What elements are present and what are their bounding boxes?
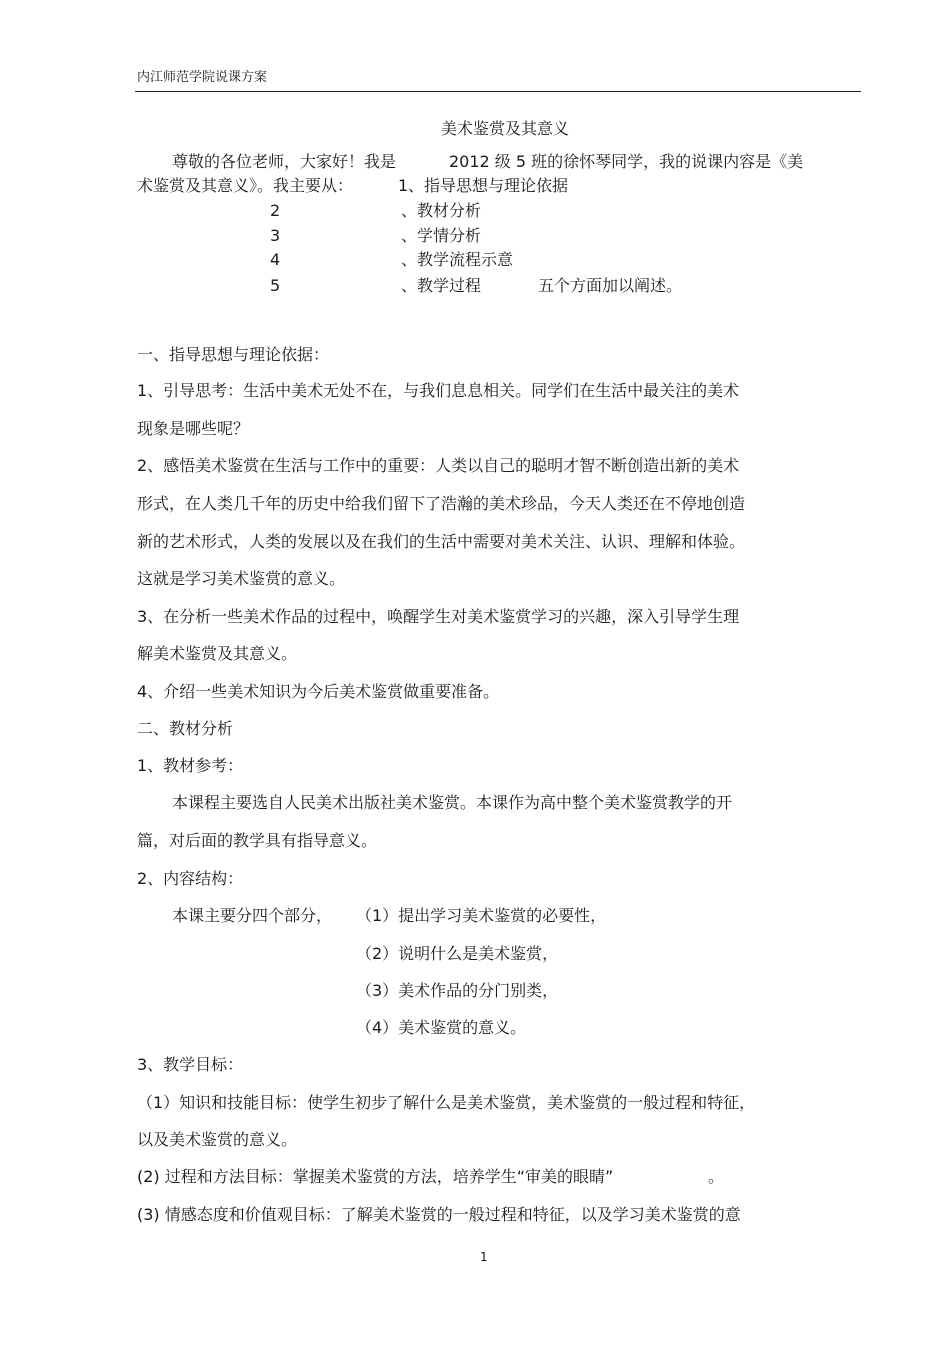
- intro-line-1a: 尊敬的各位老师，大家好！我是: [172, 152, 397, 171]
- list-item: （2）说明什么是美术鉴赏，: [356, 944, 559, 963]
- paragraph-line: （1）知识和技能目标：使学生初步了解什么是美术鉴赏，美术鉴赏的一般过程和特征，: [137, 1093, 756, 1112]
- header-title: 内江师范学院说课方案: [137, 70, 268, 85]
- paragraph-line: 以及美术鉴赏的意义。: [137, 1130, 298, 1149]
- subheading: 1、教材参考：: [137, 756, 244, 775]
- header-divider: [135, 91, 861, 92]
- intro-line-2: 术鉴赏及其意义》。我主要从：: [137, 176, 354, 195]
- paragraph-line: 新的艺术形式，人类的发展以及在我们的生活中需要对美术关注、认识、理解和体验。: [137, 532, 746, 551]
- outline-text-2: 、教材分析: [401, 201, 482, 220]
- outline-text-3: 、学情分析: [401, 226, 482, 245]
- paragraph-line: 2、感悟美术鉴赏在生活与工作中的重要：人类以自己的聪明才智不断创造出新的美术: [137, 456, 740, 475]
- subheading: 2、内容结构：: [137, 869, 244, 888]
- section-heading-1: 一、指导思想与理论依据：: [137, 345, 330, 364]
- outline-text-1: 、指导思想与理论依据: [408, 176, 569, 195]
- paragraph-line: 4、介绍一些美术知识为今后美术鉴赏做重要准备。: [137, 682, 500, 701]
- paragraph-line: 本课程主要选自人民美术出版社美术鉴赏。本课作为高中整个美术鉴赏教学的开: [172, 793, 733, 812]
- outline-num-3: 3: [270, 226, 281, 245]
- page-number: 1: [480, 1250, 488, 1264]
- paragraph-line: 篇，对后面的教学具有指导意义。: [137, 831, 378, 850]
- paragraph-line: 形式，在人类几千年的历史中给我们留下了浩瀚的美术珍品，今天人类还在不停地创造: [137, 494, 746, 513]
- intro-line-1b: 2012 级 5 班的徐怀琴同学，我的说课内容是《美: [449, 152, 804, 171]
- outline-num-4: 4: [270, 250, 281, 269]
- outline-text-5: 、教学过程: [401, 276, 482, 295]
- list-item: （4）美术鉴赏的意义。: [356, 1018, 527, 1037]
- outline-text-4: 、教学流程示意: [401, 250, 514, 269]
- paragraph-line: 解美术鉴赏及其意义。: [137, 644, 298, 663]
- paragraph-line: 本课主要分四个部分，: [172, 906, 333, 925]
- paragraph-line: 。: [708, 1167, 725, 1186]
- outline-num-5: 5: [270, 276, 281, 295]
- subheading: 3、教学目标：: [137, 1055, 244, 1074]
- list-item: （3）美术作品的分门别类，: [356, 981, 559, 1000]
- section-heading-2: 二、教材分析: [137, 719, 234, 738]
- outline-num-1: 1: [398, 176, 409, 195]
- paragraph-line: (3) 情感态度和价值观目标：了解美术鉴赏的一般过程和特征，以及学习美术鉴赏的意: [137, 1205, 741, 1224]
- paragraph-line: 3、在分析一些美术作品的过程中，唤醒学生对美术鉴赏学习的兴趣，深入引导学生理: [137, 607, 740, 626]
- paragraph-line: 这就是学习美术鉴赏的意义。: [137, 569, 346, 588]
- outline-tail: 五个方面加以阐述。: [538, 276, 683, 295]
- paragraph-line: 1、引导思考：生活中美术无处不在，与我们息息相关。同学们在生活中最关注的美术: [137, 381, 740, 400]
- paragraph-line: (2) 过程和方法目标：掌握美术鉴赏的方法，培养学生“审美的眼睛”: [137, 1167, 614, 1186]
- document-title: 美术鉴赏及其意义: [441, 119, 570, 138]
- paragraph-line: 现象是哪些呢？: [137, 419, 250, 438]
- list-item: （1）提出学习美术鉴赏的必要性，: [356, 906, 607, 925]
- outline-num-2: 2: [270, 201, 281, 220]
